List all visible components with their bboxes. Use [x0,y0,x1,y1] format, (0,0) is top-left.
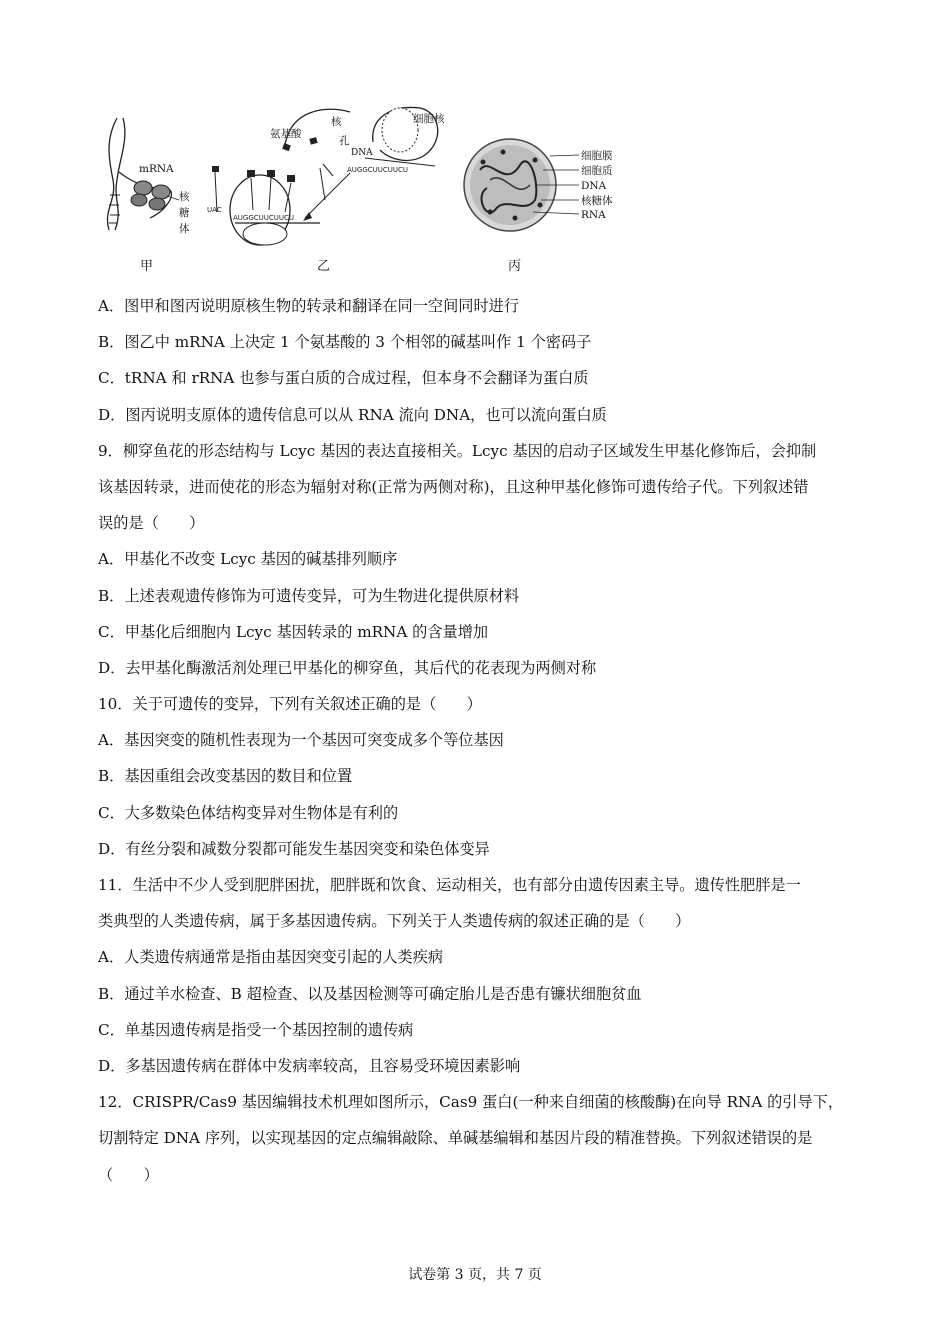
svg-text:核糖体: 核糖体 [581,195,613,207]
text-line: A．基因突变的随机性表现为一个基因可突变成多个等位基因 [98,731,504,750]
text-line: D．图丙说明支原体的遗传信息可以从 RNA 流向 DNA，也可以流向蛋白质 [98,405,607,424]
panel-label-jia: 甲 [140,259,154,274]
svg-text:细胞质: 细胞质 [581,165,613,177]
figure-transcription-translation [95,100,635,275]
svg-text:氨基酸: 氨基酸 [270,128,302,140]
svg-text:细胞核: 细胞核 [413,113,445,125]
text-line: 9．柳穿鱼花的形态结构与 Lcyc 基因的表达直接相关。Lcyc 基因的启动子区域发生甲基化修饰后，会抑制 [98,441,817,460]
svg-text:DNA: DNA [581,180,607,192]
svg-text:AUGGCUUCUUCU: AUGGCUUCUUCU [233,214,295,222]
panel-label-yi: 乙 [317,259,331,274]
text-line: C．单基因遗传病是指受一个基因控制的遗传病 [98,1020,414,1039]
text-line: A．甲基化不改变 Lcyc 基因的碱基排列顺序 [98,550,398,569]
text-line: 10．关于可遗传的变异，下列有关叙述正确的是（ ） [98,695,482,714]
svg-text:细胞膜: 细胞膜 [581,150,613,162]
text-line: 11．生活中不少人受到肥胖困扰，肥胖既和饮食、运动相关，也有部分由遗传因素主导。遗传性肥胖是一 [98,876,801,894]
text-line: 误的是（ ） [98,514,205,533]
text-line: 切割特定 DNA 序列，以实现基因的定点编辑敲除、单碱基编辑和基因片段的精准替换。下列叙述错误的是 [98,1129,813,1148]
text-line: 12．CRISPR/Cas9 基因编辑技术机理如图所示，Cas9 蛋白(一种来自细菌的核酸酶)在向导 RNA 的引导下， [98,1093,844,1112]
panel-yi-drawing [207,107,445,245]
text-line: D．去甲基化酶激活剂处理已甲基化的柳穿鱼，其后代的花表现为两侧对称 [98,658,597,677]
text-line: （ ） [98,1165,159,1184]
text-line: C．大多数染色体结构变异对生物体是有利的 [98,803,399,822]
text-line: 类典型的人类遗传病，属于多基因遗传病。下列关于人类遗传病的叙述正确的是（ ） [98,912,691,931]
text-line: A．图甲和图丙说明原核生物的转录和翻译在同一空间同时进行 [98,297,520,315]
text-line: 该基因转录，进而使花的形态为辐射对称(正常为两侧对称)，且这种甲基化修饰可遗传给子代。下列叙述错 [98,477,809,496]
svg-text:核: 核 [179,191,190,203]
svg-text:UAC: UAC [207,206,222,214]
text-line: C．甲基化后细胞内 Lcyc 基因转录的 mRNA 的含量增加 [98,622,489,641]
text-line: B．基因重组会改变基因的数目和位置 [98,767,353,786]
svg-text:DNA: DNA [351,148,373,158]
svg-text:AUGGCUUCUUCU: AUGGCUUCUUCU [347,166,409,174]
text-line: D．有丝分裂和减数分裂都可能发生基因突变和染色体变异 [98,839,490,858]
svg-text:mRNA: mRNA [139,163,174,175]
svg-text:核: 核 [331,116,342,128]
text-line: B．图乙中 mRNA 上决定 1 个氨基酸的 3 个相邻的碱基叫作 1 个密码子 [98,333,592,352]
text-line: C．tRNA 和 rRNA 也参与蛋白质的合成过程，但本身不会翻译为蛋白质 [98,369,589,388]
text-line: A．人类遗传病通常是指由基因突变引起的人类疾病 [98,948,444,967]
svg-text:体: 体 [179,223,190,235]
text-line: B．通过羊水检查、B 超检查、以及基因检测等可确定胎儿是否患有镰状细胞贫血 [98,984,642,1003]
page-footer: 试卷第 3 页，共 7 页 [408,1267,542,1283]
question-text [98,288,868,1193]
svg-text:孔: 孔 [339,135,350,147]
svg-text:糖: 糖 [179,207,190,219]
text-line: B．上述表观遗传修饰为可遗传变异，可为生物进化提供原材料 [98,586,520,605]
panel-label-bing: 丙 [508,259,522,274]
svg-text:RNA: RNA [581,209,606,221]
panel-bing-drawing [464,139,613,231]
text-line: D．多基因遗传病在群体中发病率较高，且容易受环境因素影响 [98,1056,521,1075]
figure-drawing [95,100,635,275]
